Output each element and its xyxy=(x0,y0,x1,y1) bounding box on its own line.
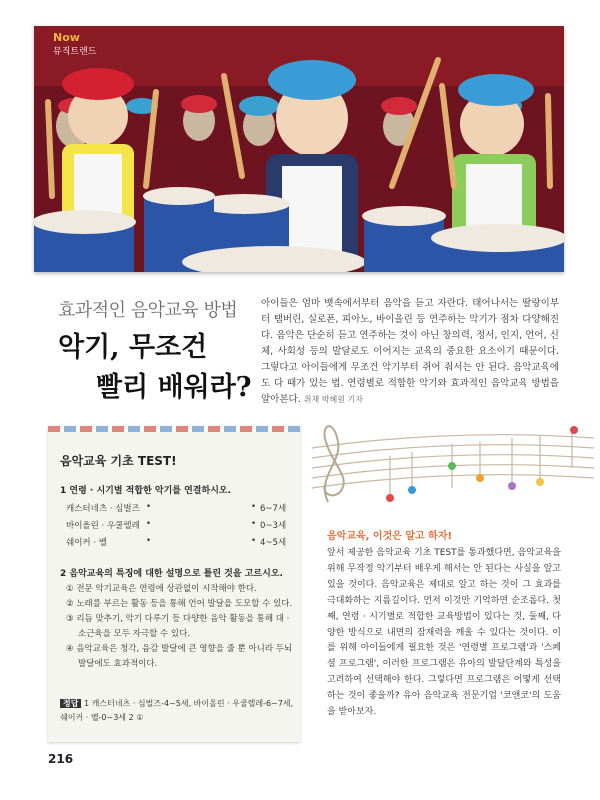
answer-tag: 정답 xyxy=(60,699,81,708)
match-right: 4~5세 xyxy=(260,538,287,548)
answer-text: 1 캐스터네츠 · 심벌즈-4~5세, 바이올린 · 우쿨렐레-6~7세, 쉐이커 · 벨-0~3세 2 ① xyxy=(60,699,294,722)
match-dot: • xyxy=(146,536,152,546)
treble-clef-music-staff-icon xyxy=(312,408,594,510)
headline-line2: 빨리 배워라? xyxy=(96,372,252,403)
quiz-option: ② 노래를 부르는 활동 등을 통해 언어 발달을 도모할 수 있다. xyxy=(66,599,293,609)
hero-photo xyxy=(34,26,564,272)
note-bead xyxy=(448,462,456,470)
intro-paragraph xyxy=(261,296,559,408)
match-dot: • xyxy=(251,519,257,529)
quiz-option: ③ 리듬 맞추기, 악기 다루기 등 다양한 음악 활동을 통해 대 · 소근육을 모두 자극할 수 있다. xyxy=(66,614,290,639)
quiz-options xyxy=(66,582,296,672)
match-dot: • xyxy=(251,502,257,512)
children-drumming-photo xyxy=(34,26,564,272)
match-right: 6~7세 xyxy=(260,504,287,514)
match-dot: • xyxy=(146,502,152,512)
match-left: 바이올린 · 우쿨렐레 xyxy=(66,521,140,531)
page-number: 216 xyxy=(48,752,74,766)
note-bead xyxy=(508,482,516,490)
match-dot: • xyxy=(251,536,257,546)
section-label: 뮤직트렌드 xyxy=(53,47,97,57)
quiz-title: 음악교육 기초 TEST! xyxy=(60,454,177,468)
match-right: 0~3세 xyxy=(260,521,287,531)
headline-line1: 악기, 무조건 xyxy=(58,332,208,363)
note-bead xyxy=(570,426,578,434)
quiz-question-1: 1 연령 · 시기별 적합한 악기를 연결하시오. xyxy=(60,486,232,496)
note-bead xyxy=(386,494,394,502)
now-badge: Now xyxy=(53,31,80,44)
quiz-option: ① 전문 악기교육은 연령에 상관없이 시작해야 한다. xyxy=(66,584,257,594)
section-body: 앞서 제공한 음악교육 기초 TEST를 통과했다면, 음악교육을 위해 무작정 악기부터 배우게 해서는 안 된다는 사실을 알고 있을 것이다. 음악교육은 제대로 알고 하는 것이 그 효과를 극대화하는 지름길이다. 먼저 이것만 기억하면 순조롭다. 첫째, 연령 · 시기별로 적합한 교육방법이 있다는 것, 둘째, 다양한 방식으로 내면의 잠재력을 깨울 수 있다는 것이다. 이를 위해 아이들에게 필요한 것은 '연령별 프로그램'과 '스페셜 프로그램', 이러한 프로그램은 유아의 발달단계와 특성을 고려하여 선택해야 한다. 그렇다면 프로그램은 어떻게 선택하는 것이 좋을까? 유아 음악교육 전문기업 '코앤코'의 도움을 받아보자. xyxy=(327,548,561,718)
section-title: 음악교육, 이것은 알고 하자! xyxy=(327,531,453,542)
match-left: 쉐이커 · 벨 xyxy=(66,538,107,548)
note-bead xyxy=(408,486,416,494)
airmail-stripe xyxy=(48,426,300,432)
intro-credit: 취재 박혜원 기자 xyxy=(303,395,363,404)
note-bead xyxy=(476,474,484,482)
note-bead xyxy=(536,478,544,486)
quiz-option: ④ 음악교육은 청각, 음감 발달에 큰 영향을 줄 뿐 아니라 두뇌 발달에도 효과적이다. xyxy=(66,644,293,669)
intro-text: 아이들은 엄마 뱃속에서부터 음악을 듣고 자란다. 태어나서는 딸랑이부터 탬버린, 실로폰, 피아노, 바이올린 등 연주하는 악기가 점차 다양해진다. 음악은 단순히 듣고 연주하는 것이 아닌 창의력, 정서, 인지, 언어, 신체, 사회성 등의 발달로도 이어지는 교육의 중요한 요소이기 때문이다. 그렇다고 아이들에게 무조건 악기부터 쥐어 줘서는 안 된다. 음악교육에도 다 때가 있는 법. 연령별로 적합한 악기와 효과적인 음악교육 방법을 알아본다. xyxy=(261,298,559,405)
headline-kicker: 효과적인 음악교육 방법 xyxy=(58,300,238,321)
match-left: 캐스터네츠 · 심벌즈 xyxy=(66,504,140,514)
quiz-question-2: 2 음악교육의 특징에 대한 설명으로 틀린 것을 고르시오. xyxy=(60,569,283,579)
quiz-answer xyxy=(60,697,296,725)
match-dot: • xyxy=(146,519,152,529)
